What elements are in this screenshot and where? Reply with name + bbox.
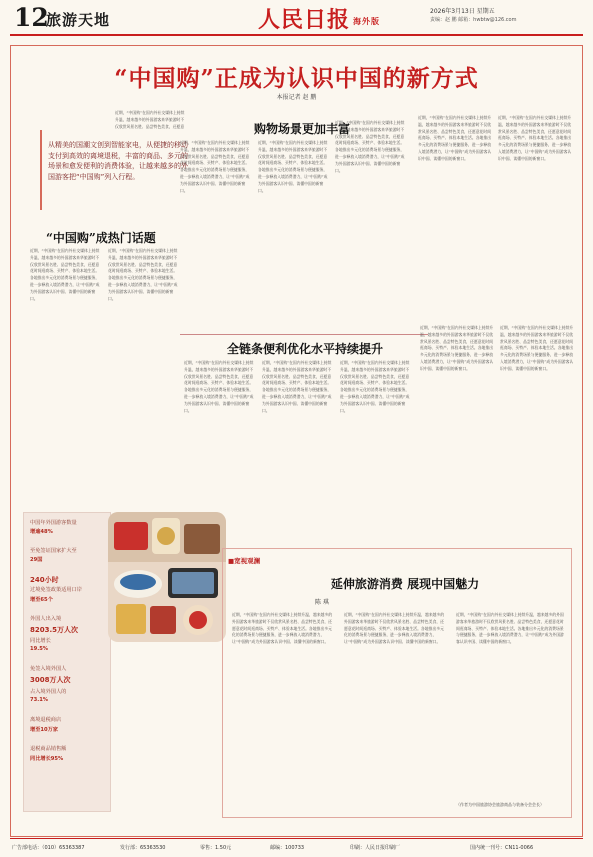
shopping-photo	[108, 512, 226, 642]
body-column: 近期，“中国购”在国内外社交媒体上持续升温，越来越多的外国游客来华旅游时不仅欣赏风景名胜、品尝特色美食，还愿意花时间逛商场、买特产、体验本地生活。各地推出多元化的消费场景与便捷服务，进一步释放入境消费潜力，让“中国购”成为外国游客认识中国、读懂中国的新窗口。	[30, 248, 100, 301]
footer-rule	[10, 838, 583, 839]
stat-value: 73.1%	[30, 697, 48, 703]
stat-value: 增至10万家	[30, 727, 58, 733]
body-column: 近期，“中国购”在国内外社交媒体上持续升温，越来越多的外国游客来华旅游时不仅欣赏风景名胜、品尝特色美食，还愿意花时间逛商场、买特产、体验本地生活。各地推出多元化的消费场景与便捷服务，进一步释放入境消费潜力，让“中国购”成为外国游客认识中国、读懂中国的新窗口。	[262, 360, 332, 413]
newspaper-logo: 人民日报 海外版	[258, 7, 381, 33]
stat-label: 同比增长	[30, 638, 51, 644]
masthead-rule	[10, 34, 583, 36]
stat-value: 增逾48%	[30, 529, 53, 535]
body-column: 近期，“中国购”在国内外社交媒体上持续升温，越来越多的外国游客来华旅游时不仅欣赏风景名胜、品尝特色美食，还愿意花时间逛商场、买特产、体验本地生活。各地推出多元化的消费场景与便捷服务，进一步释放入境消费潜力，让“中国购”成为外国游客认识中国、读懂中国的新窗口。	[456, 612, 564, 645]
stat-value: 8203.5万人次	[30, 626, 79, 634]
body-column: 近期，“中国购”在国内外社交媒体上持续升温，越来越多的外国游客来华旅游时不仅欣赏风景名胜、品尝特色美食，还愿意花时间逛商场、买特产、体验本地生活。各地推出多元化的消费场景与便捷服务，进一步释放入境消费潜力，让“中国购”成为外国游客认识中国、读懂中国的新窗口。	[498, 115, 572, 161]
goods-illustration	[108, 512, 226, 642]
stat-label: 占入境外国人的	[30, 689, 67, 695]
stat-value: 增至65个	[30, 597, 53, 603]
footer-postcode: 邮编：100733	[270, 845, 305, 851]
stats-panel	[23, 512, 111, 812]
masthead	[0, 0, 593, 36]
byline: 本报记者 赵 鹏	[276, 94, 317, 101]
stat-label: 过境免签政策适用口岸	[30, 587, 82, 593]
body-column: 近期，“中国购”在国内外社交媒体上持续升温，越来越多的外国游客来华旅游时不仅欣赏风景名胜、品尝特色美食，还愿意花时间逛商场、买特产、体验本地生活。各地推出多元化的消费场景与便捷服务，进一步释放入境消费潜力，让“中国购”成为外国游客认识中国、读懂中国的新窗口。	[258, 140, 328, 193]
commentary-author: 陈 琪	[315, 599, 329, 606]
body-column: 近期，“中国购”在国内外社交媒体上持续升温，越来越多的外国游客来华旅游时不仅欣赏风景名胜、品尝特色美食，还愿意花时间逛商场、买特产、体验本地生活。各地推出多元化的消费场景与便捷服务，进一步释放入境消费潜力，让“中国购”成为外国游客认识中国、读懂中国的新窗口。	[335, 120, 405, 173]
body-column: 近期，“中国购”在国内外社交媒体上持续升温，越来越多的外国游客来华旅游时不仅欣赏风景名胜、品尝特色美食，还愿意花时间逛商场、买特产、体验本地生活。各地推出多元化的消费场景与便捷服务，进一步释放入境消费潜力，让“中国购”成为外国游客认识中国、读懂中国的新窗口。	[108, 248, 178, 301]
stat-value: 3008万人次	[30, 676, 71, 684]
body-column: 近期，“中国购”在国内外社交媒体上持续升温，越来越多的外国游客来华旅游时不仅欣赏风景名胜、品尝特色美食，还愿意花时间逛商场、买特产、体验本地生活。各地推出多元化的消费场景与便捷服务，进一步释放入境消费潜力，让“中国购”成为外国游客认识中国、读懂中国的新窗口。	[420, 325, 494, 371]
stat-label: 退税商品销售额	[30, 746, 67, 752]
author-note: （作者为中国旅游协会旅游商品与装备分会会长）	[456, 802, 544, 807]
body-column: 近期，“中国购”在国内外社交媒体上持续升温，越来越多的外国游客来华旅游时不仅欣赏风景名胜、品尝特色美食，还愿意花时间逛商场、买特产、体验本地生活。各地推出多元化的消费场景与便捷服务，进一步释放入境消费潜力，让“中国购”成为外国游客认识中国、读懂中国的新窗口。	[418, 115, 492, 161]
lede-text: 从精美的国潮文创到智能家电，从便捷的移动支付到高效的离境退税，丰富的商品、多元的场景和愈发便利的消费体验，让越来越多的外国游客把“中国购”列入行程。	[48, 141, 188, 181]
stat-label: 离境退税商店	[30, 717, 62, 723]
footer-registration: 国内统一刊号：CN11-0066	[470, 845, 534, 851]
body-column: 近期，“中国购”在国内外社交媒体上持续升温，越来越多的外国游客来华旅游时不仅欣赏风景名胜、品尝特色美食，还愿意花时间逛商场、买特产、体验本地生活。各地推出多元化的消费场景与便捷服务，进一步释放入境消费潜力，让“中国购”成为外国游客认识中国、读懂中国的新窗口。	[232, 612, 333, 645]
subhead-convenience: 全链条便利优化水平持续提升	[226, 342, 383, 356]
body-column: 近期，“中国购”在国内外社交媒体上持续升温，越来越多的外国游客来华旅游时不仅欣赏风景名胜、品尝特色美食，还愿意花时间逛商场、买特产、体验本地生活。各地推出多元化的消费场景与便捷服务，进一步释放入境消费潜力，让“中国购”成为外国游客认识中国、读懂中国的新窗口。	[344, 612, 445, 645]
footer	[10, 841, 583, 855]
commentary-title: 延伸旅游消费 展现中国魅力	[330, 577, 480, 591]
page-title: “中国购”正成为认识中国的新方式	[114, 65, 479, 92]
stat-label: 中国年外国游客数量	[30, 520, 77, 526]
editor-credits: 责编：赵 鹏 邮箱：hwbtw@126.com	[430, 17, 517, 23]
subhead-scenes: 购物场景更加丰富	[253, 122, 350, 136]
footer-price: 零售：1.50元	[200, 845, 232, 851]
stat-label: 至免签证国家扩大至	[30, 548, 77, 554]
subhead-trending: “中国购”成热门话题	[46, 231, 156, 245]
body-column: 近期，“中国购”在国内外社交媒体上持续升温，越来越多的外国游客来华旅游时不仅欣赏风景名胜、品尝特色美食，还愿意花时间逛商场、买特产、体验本地生活。各地推出多元化的消费场景与便捷服务，进一步释放入境消费潜力，让“中国购”成为外国游客认识中国、读懂中国的新窗口。	[180, 140, 250, 193]
stat-value: 29国	[30, 557, 43, 563]
body-column: 近期，“中国购”在国内外社交媒体上持续升温，越来越多的外国游客来华旅游时不仅欣赏风景名胜、品尝特色美食，还愿意花时间逛商场、买特产、体验本地生活。各地推出多元化的消费场景与便捷服务，进一步释放入境消费潜力，让“中国购”成为外国游客认识中国、读懂中国的新窗口。	[500, 325, 574, 371]
footer-distribution: 发行部：65363530	[120, 845, 166, 851]
stat-value: 19.5%	[30, 646, 48, 652]
stat-label: 免签入境外国人	[30, 666, 67, 672]
divider	[180, 334, 428, 335]
body-column: 近期，“中国购”在国内外社交媒体上持续升温，越来越多的外国游客来华旅游时不仅欣赏风景名胜、品尝特色美食，还愿意花时间逛商场、买特产、体验本地生活。各地推出多元化的消费场景与便捷服务，进一步释放入境消费潜力，让“中国购”成为外国游客认识中国、读懂中国的新窗口。	[340, 360, 410, 413]
commentary-kicker: ■宽视观澜	[228, 557, 261, 565]
stat-value: 同比增长95%	[30, 756, 64, 762]
page-number: 12	[14, 3, 49, 32]
footer-printer: 印刷：人民日报印刷厂	[350, 845, 401, 851]
footer-ad-phone: 广告部电话：（010）65363387	[12, 845, 85, 851]
stat-label: 外国人出入境	[30, 616, 62, 622]
stat-value: 240小时	[30, 576, 59, 584]
body-column: 近期，“中国购”在国内外社交媒体上持续升温，越来越多的外国游客来华旅游时不仅欣赏风景名胜、品尝特色美食，还愿意	[115, 110, 185, 129]
issue-date: 2026年3月13日 星期五	[430, 8, 495, 15]
section-title: 旅游天地	[46, 11, 111, 29]
body-column: 近期，“中国购”在国内外社交媒体上持续升温，越来越多的外国游客来华旅游时不仅欣赏风景名胜、品尝特色美食，还愿意花时间逛商场、买特产、体验本地生活。各地推出多元化的消费场景与便捷服务，进一步释放入境消费潜力，让“中国购”成为外国游客认识中国、读懂中国的新窗口。	[184, 360, 254, 413]
